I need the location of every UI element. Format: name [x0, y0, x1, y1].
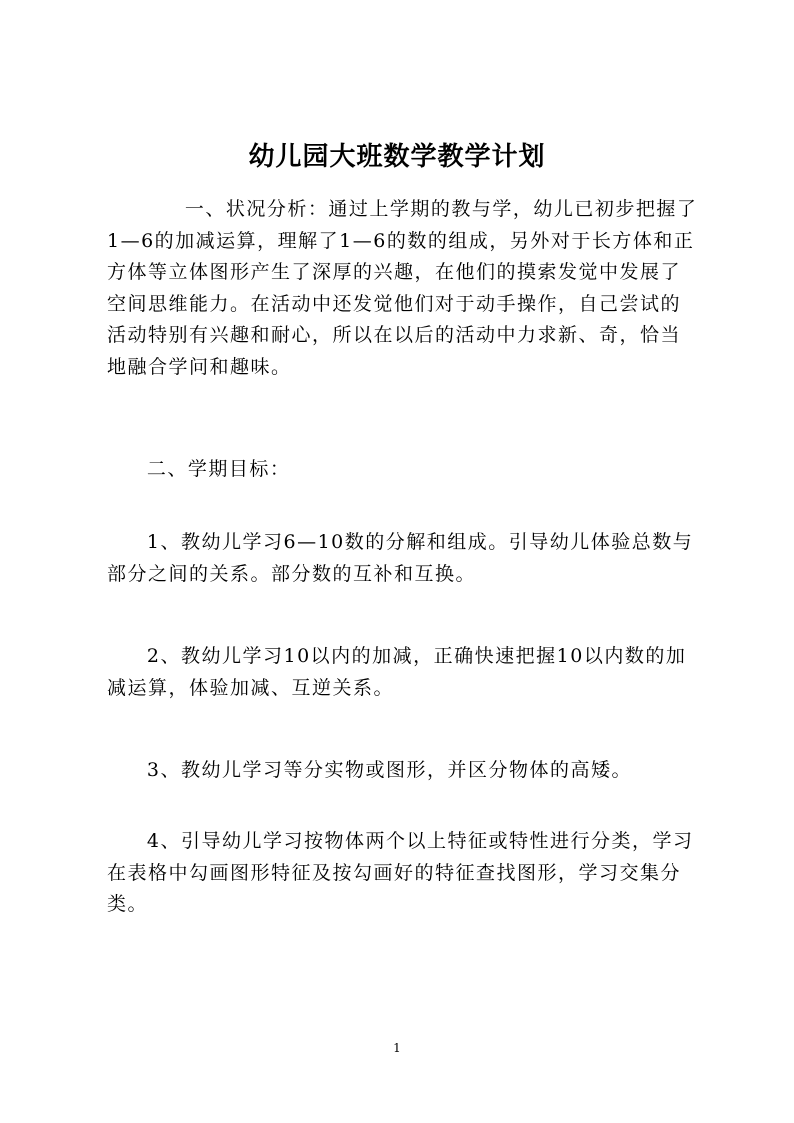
paragraph-goal-1: 1、教幼儿学习6—10数的分解和组成。引导幼儿体验总数与部分之间的关系。部分数的互补和互换。 — [107, 531, 694, 585]
paragraph-goal-3: 3、教幼儿学习等分实物或图形，并区分物体的高矮。 — [146, 759, 632, 781]
document-title: 幼儿园大班数学教学计划 — [248, 142, 546, 172]
paragraph-goal-2: 2、教幼儿学习10以内的加减，正确快速把握10以内数的加减运算，体验加减、互逆关系。 — [107, 645, 687, 699]
paragraph-situation-analysis: 一、状况分析：通过上学期的教与学，幼儿已初步把握了1—6的加减运算，理解了1—6的数的组成，另外对于长方体和正方体等立体图形产生了深厚的兴趣，在他们的摸索发觉中发展了空间思维能力。在活动中还发觉他们对于动手操作，自己尝试的活动特别有兴趣和耐心，所以在以后的活动中力求新、奇，恰当地融合学问和趣味。 — [107, 198, 698, 378]
paragraph-goal-4: 4、引导幼儿学习按物体两个以上特征或特性进行分类，学习在表格中勾画图形特征及按勾画好的特征查找图形，学习交集分类。 — [107, 830, 694, 915]
page-number: 1 — [393, 1041, 401, 1055]
paragraph-term-goals-heading: 二、学期目标： — [146, 458, 291, 480]
